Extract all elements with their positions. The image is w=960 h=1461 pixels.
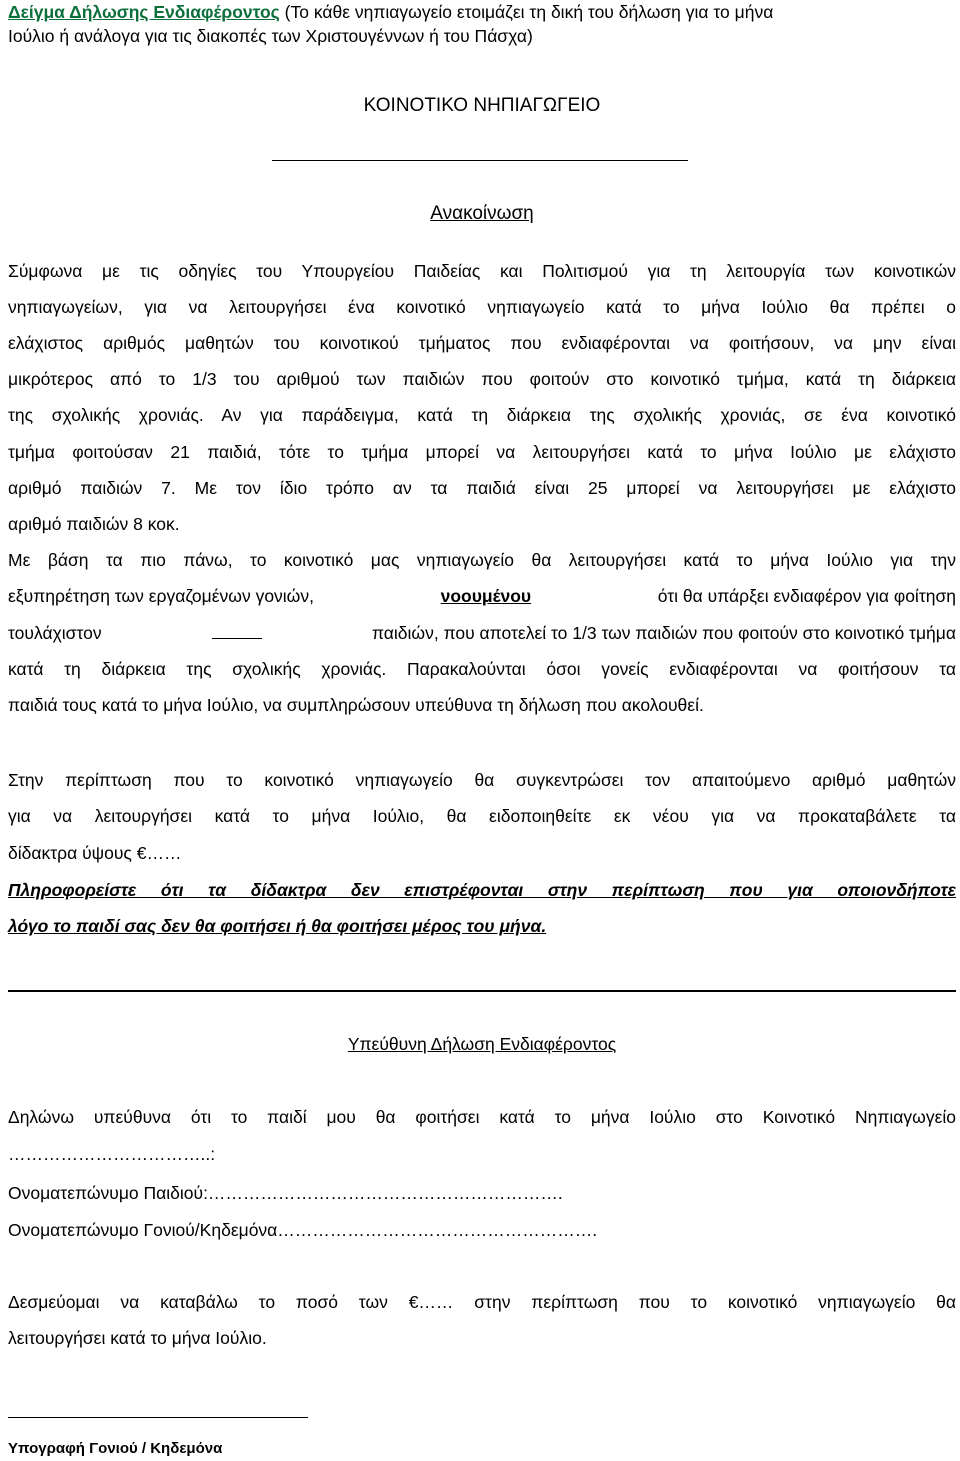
announcement-p1-line: νηπιαγωγείων, για να λειτουργήσει ένα κοινοτικό νηπιαγωγείο κατά το μήνα Ιούλιο θα πρέπει ο xyxy=(8,297,956,317)
announcement-p1-line: μικρότερος από το 1/3 του αριθμού των παιδιών που φοιτούν στο κοινοτικό τμήμα, κατά τη διάρκεια xyxy=(8,369,956,389)
announcement-p1-line: αριθμό παιδιών 8 κοκ. xyxy=(8,514,180,534)
school-name-field[interactable]: ……………………………..: xyxy=(8,1144,216,1164)
announcement-p2-line: κατά τη διάρκεια της σχολικής χρονιάς. Παρακαλούνται όσοι γονείς ενδιαφέρονται να φοιτήσουν τα xyxy=(8,659,956,679)
child-name-field[interactable]: Ονοματεπώνυμο Παιδιού:……………………………………………………. xyxy=(8,1183,563,1203)
announcement-p1-line: Σύμφωνα με τις οδηγίες του Υπουργείου Παιδείας και Πολιτισμού για τη λειτουργία των κοινοτικών xyxy=(8,261,956,281)
announcement-heading: Ανακοίνωση xyxy=(430,203,534,224)
announcement-p3-line: για να λειτουργήσει κατά το μήνα Ιούλιο, θα ειδοποιηθείτε εκ νέου για να προκαταβάλετε τα xyxy=(8,806,956,826)
signature-line[interactable] xyxy=(8,1417,308,1418)
announcement-p1-line: της σχολικής χρονιάς. Αν για παράδειγμα, κατά τη διάρκεια της σχολικής χρονιάς, σε ένα κοινοτικό xyxy=(8,405,956,425)
school-name: ΚΟΙΝΟΤΙΚΟ ΝΗΠΙΑΓΩΓΕΙΟ xyxy=(363,95,601,116)
header-note: (Το κάθε νηπιαγωγείο ετοιμάζει τη δική του δήλωση για το μήνα xyxy=(279,2,774,22)
refund-warning: Πληροφορείστε ότι τα δίδακτρα δεν επιστρέφονται στην περίπτωση που για οποιονδήποτε xyxy=(8,880,956,900)
announcement-p3-line: δίδακτρα ύψους €…… xyxy=(8,843,182,863)
header-line-2: Ιούλιο ή ανάλογα για τις διακοπές των Χριστουγέννων ή του Πάσχα) xyxy=(8,26,533,46)
emphasis-word: νοουμένου xyxy=(440,586,532,606)
announcement-p2-line: παιδιά τους κατά το μήνα Ιούλιο, να συμπληρώσουν υπεύθυνα τη δήλωση που ακολουθεί. xyxy=(8,695,704,715)
declaration-line: Δηλώνω υπεύθυνα ότι το παιδί μου θα φοιτήσει κατά το μήνα Ιούλιο στο Κοινοτικό Νηπιαγωγείο xyxy=(8,1107,956,1127)
document-title: Δείγμα Δήλωσης Ενδιαφέροντος xyxy=(8,2,280,22)
announcement-p2-line: εξυπηρέτηση των εργαζομένων γονιών, νοουμένου ότι θα υπάρξει ενδιαφέρον για φοίτηση xyxy=(8,578,956,615)
commitment-line: Δεσμεύομαι να καταβάλω το ποσό των €…… στην περίπτωση που το κοινοτικό νηπιαγωγείο θα xyxy=(8,1292,956,1312)
signature-label: Υπογραφή Γονιού / Κηδεμόνα xyxy=(8,1440,223,1457)
announcement-p1-line: ελάχιστος αριθμός μαθητών του κοινοτικού τμήματος που ενδιαφέρονται να φοιτήσουν, να μην είναι xyxy=(8,333,956,353)
section-divider xyxy=(8,990,956,992)
school-underline xyxy=(272,160,688,161)
parent-name-field[interactable]: Ονοματεπώνυμο Γονιού/Κηδεμόνα………………………………………………. xyxy=(8,1220,598,1240)
declaration-heading: Υπεύθυνη Δήλωση Ενδιαφέροντος xyxy=(347,1034,617,1054)
header-line-1 xyxy=(8,0,956,24)
commitment-line: λειτουργήσει κατά το μήνα Ιούλιο. xyxy=(8,1328,267,1348)
announcement-p2-line: τουλάχιστον παιδιών, που αποτελεί το 1/3 των παιδιών που φοιτούν στο κοινοτικό τμήμα xyxy=(8,615,956,652)
announcement-p2-line: Με βάση τα πιο πάνω, το κοινοτικό μας νηπιαγωγείο θα λειτουργήσει κατά το μήνα Ιούλιο για την xyxy=(8,550,956,570)
count-blank xyxy=(212,621,262,640)
announcement-p1-line: τμήμα φοιτούσαν 21 παιδιά, τότε το τμήμα μπορεί να λειτουργήσει κατά το μήνα Ιούλιο με ελάχιστο xyxy=(8,442,956,462)
announcement-p1-line: αριθμό παιδιών 7. Με τον ίδιο τρόπο αν τα παιδιά είναι 25 μπορεί να λειτουργήσει με ελάχιστο xyxy=(8,478,956,498)
refund-warning: λόγο το παιδί σας δεν θα φοιτήσει ή θα φοιτήσει μέρος του μήνα. xyxy=(8,916,547,936)
announcement-p3-line: Στην περίπτωση που το κοινοτικό νηπιαγωγείο θα συγκεντρώσει τον απαιτούμενο αριθμό μαθητών xyxy=(8,770,956,790)
